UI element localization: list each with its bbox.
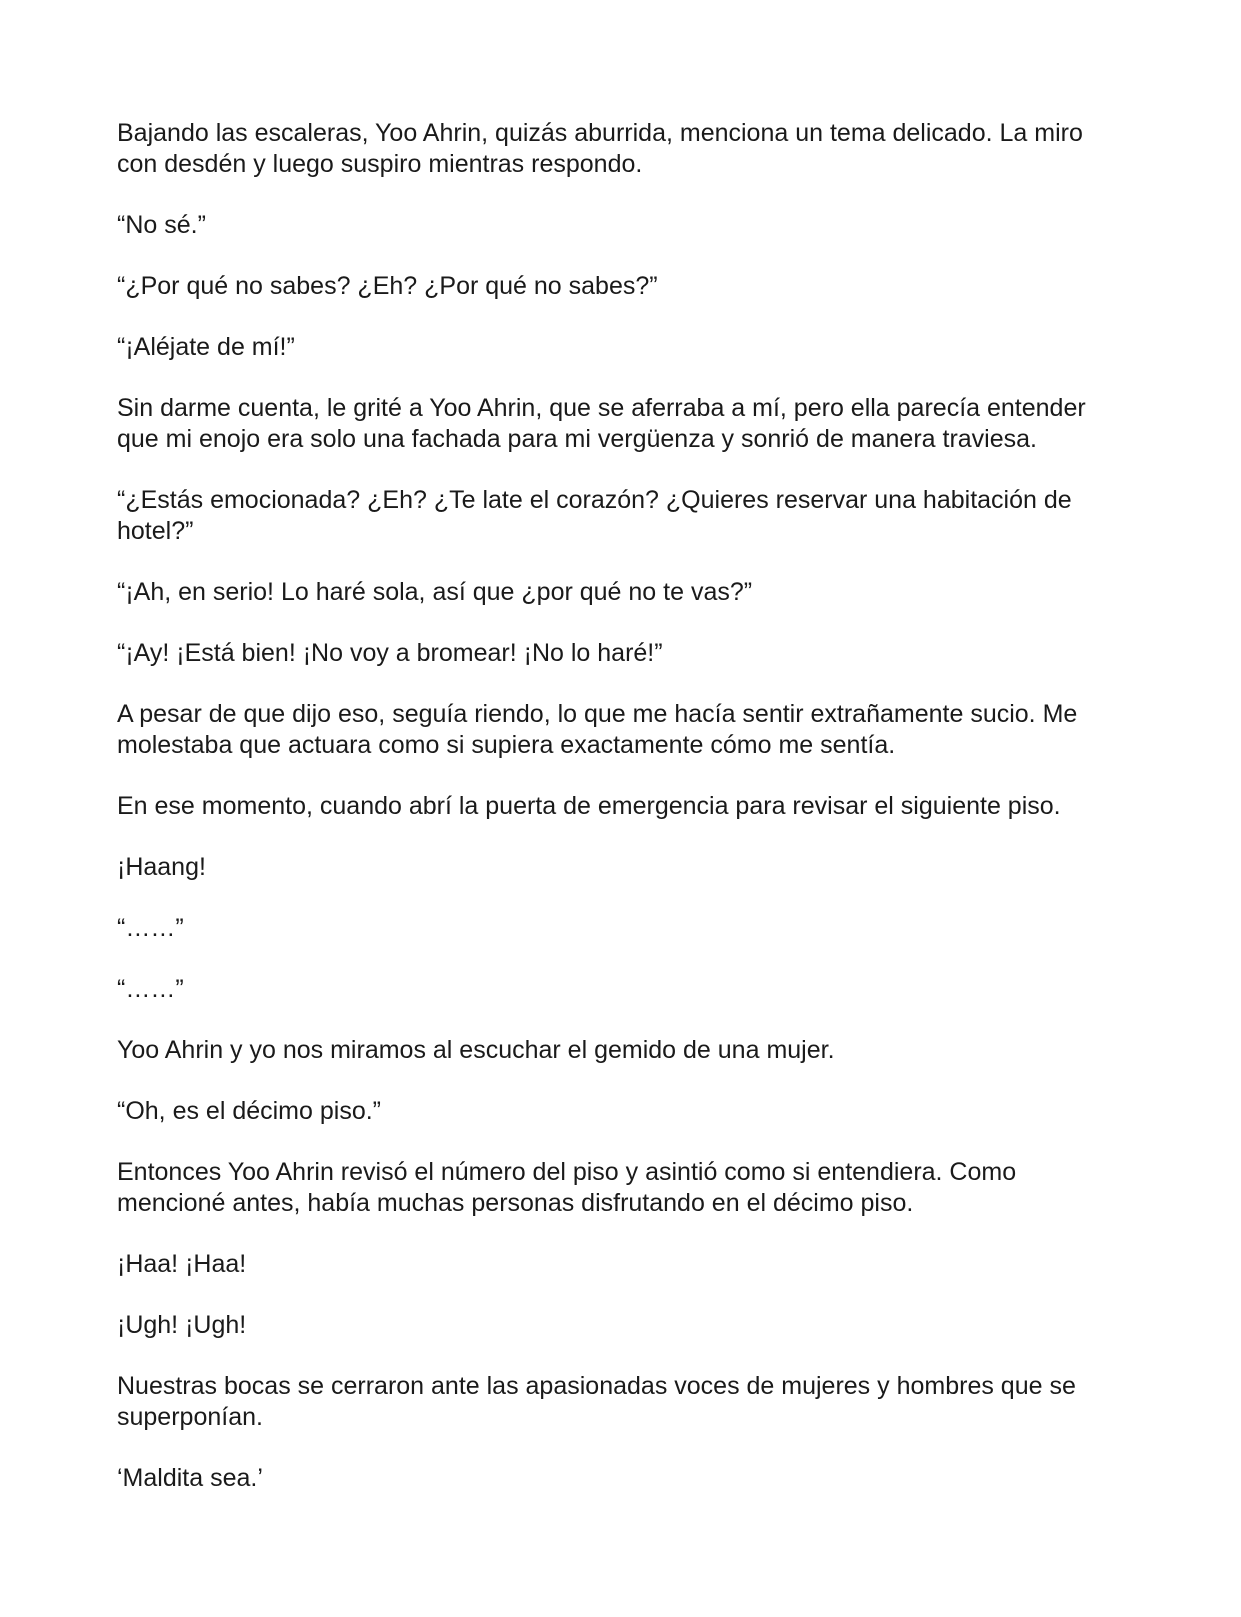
paragraph: ¡Ugh! ¡Ugh! (117, 1311, 247, 1339)
paragraph: “Oh, es el décimo piso.” (117, 1097, 381, 1125)
paragraph: Bajando las escaleras, Yoo Ahrin, quizás aburrida, menciona un tema delicado. La miro con desdén y luego suspiro mientras respondo. (117, 119, 1083, 178)
document-body (117, 118, 1127, 1524)
paragraph: En ese momento, cuando abrí la puerta de emergencia para revisar el siguiente piso. (117, 792, 1061, 820)
paragraph: ¡Haa! ¡Haa! (117, 1250, 247, 1278)
paragraph: “¡Ah, en serio! Lo haré sola, así que ¿por qué no te vas?” (117, 578, 753, 606)
paragraph: “¡Ay! ¡Está bien! ¡No voy a bromear! ¡No lo haré!” (117, 639, 663, 667)
paragraph: “……” (117, 914, 184, 942)
paragraph: ¡Haang! (117, 853, 206, 881)
paragraph: “¿Por qué no sabes? ¿Eh? ¿Por qué no sabes?” (117, 272, 658, 300)
paragraph: ‘Maldita sea.’ (117, 1464, 263, 1492)
paragraph: “¿Estás emocionada? ¿Eh? ¿Te late el corazón? ¿Quieres reservar una habitación de hotel?” (117, 486, 1072, 545)
paragraph: Yoo Ahrin y yo nos miramos al escuchar el gemido de una mujer. (117, 1036, 835, 1064)
paragraph: “¡Aléjate de mí!” (117, 333, 295, 361)
paragraph: A pesar de que dijo eso, seguía riendo, lo que me hacía sentir extrañamente sucio. Me molestaba que actuara como si supiera exactamente cómo me sentía. (117, 700, 1078, 759)
paragraph: “……” (117, 975, 184, 1003)
paragraph: Nuestras bocas se cerraron ante las apasionadas voces de mujeres y hombres que se superponían. (117, 1372, 1076, 1431)
paragraph: “No sé.” (117, 211, 206, 239)
paragraph: Entonces Yoo Ahrin revisó el número del piso y asintió como si entendiera. Como mencioné antes, había muchas personas disfrutando en el décimo piso. (117, 1158, 1017, 1217)
paragraph: Sin darme cuenta, le grité a Yoo Ahrin, que se aferraba a mí, pero ella parecía entender que mi enojo era solo una fachada para mi vergüenza y sonrió de manera traviesa. (117, 394, 1086, 453)
